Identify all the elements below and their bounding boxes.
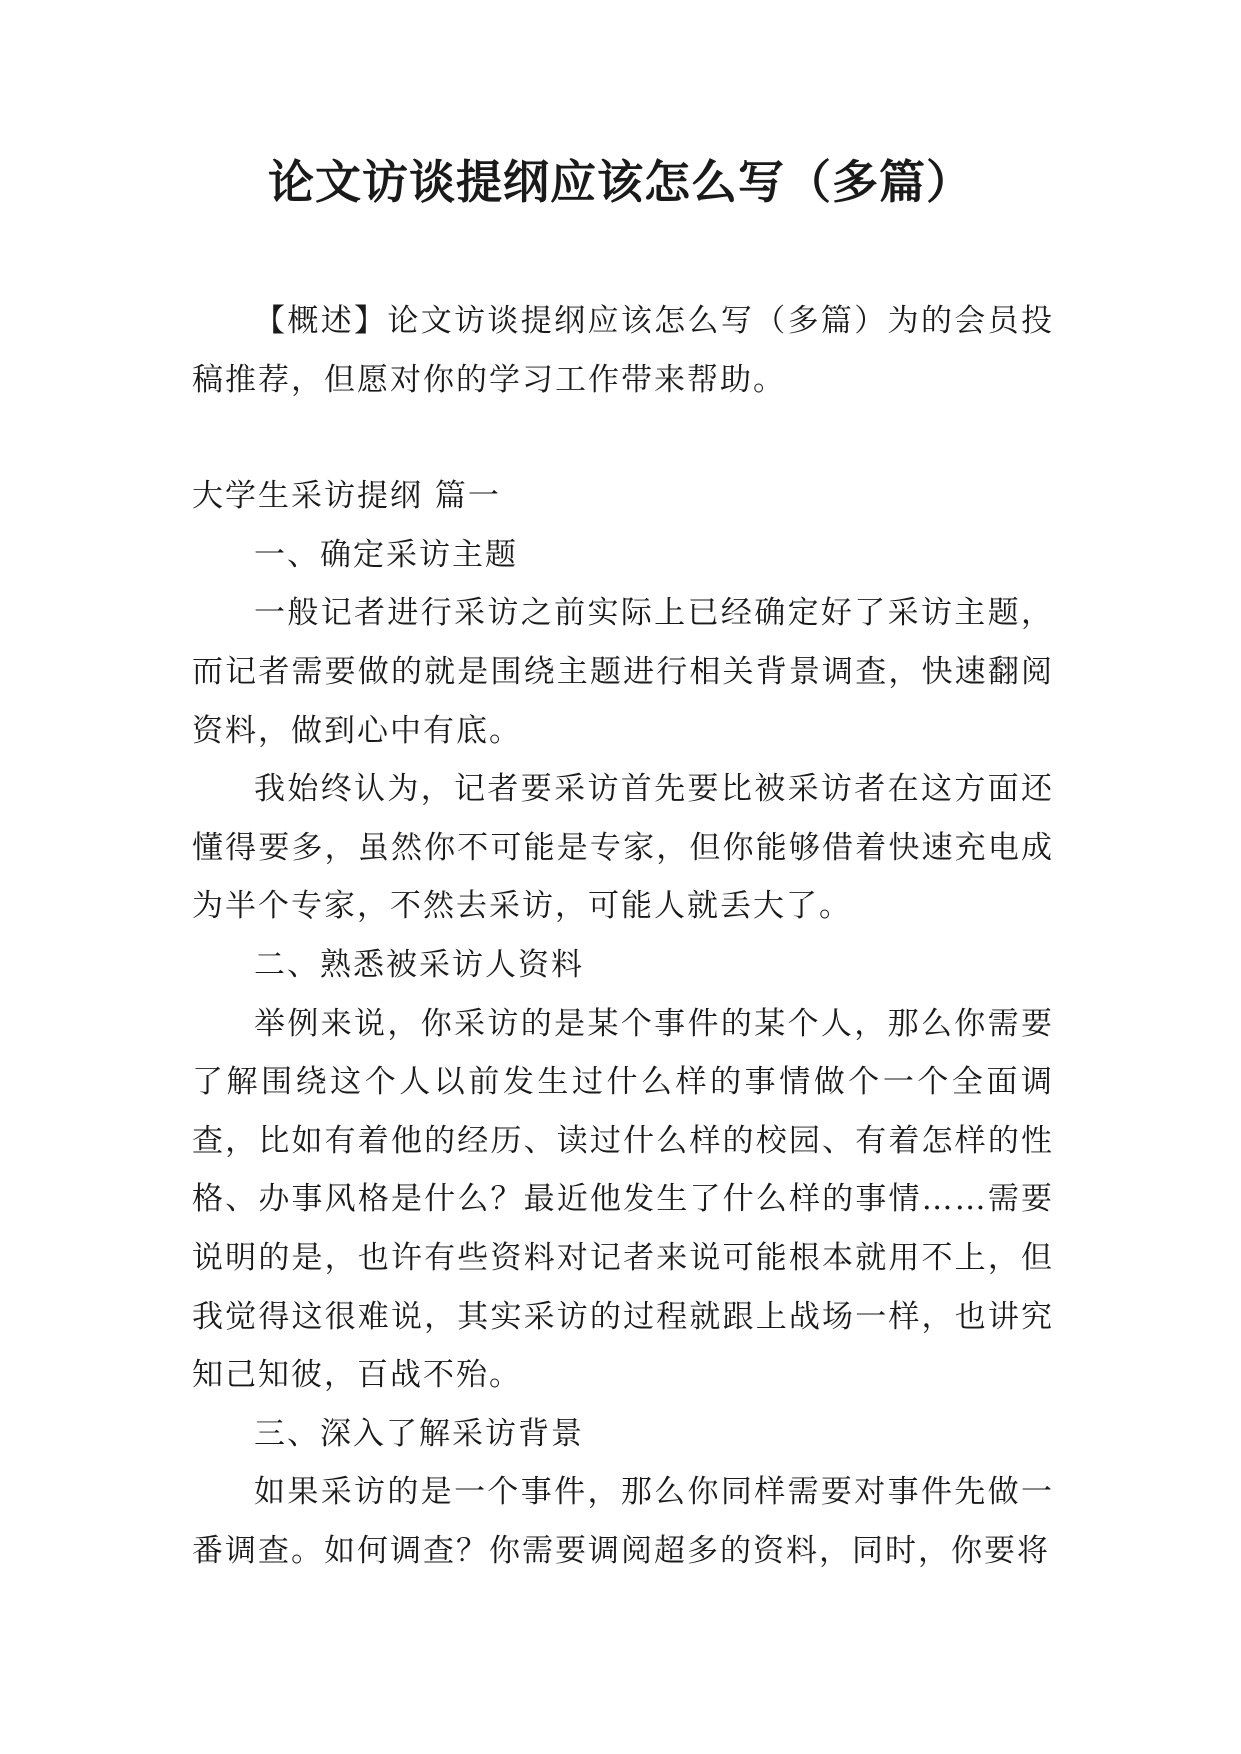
subsection-heading: 二、熟悉被采访人资料 xyxy=(254,946,584,983)
summary-paragraph: 【概述】论文访谈提纲应该怎么写（多篇）为的会员投稿推荐，但愿对你的学习工作带来帮助。 xyxy=(192,303,1054,398)
body-paragraph: 一般记者进行采访之前实际上已经确定好了采访主题，而记者需要做的就是围绕主题进行相关背景调查，快速翻阅资料，做到心中有底。 xyxy=(192,595,1054,749)
body-paragraph: 我始终认为，记者要采访首先要比被采访者在这方面还懂得要多，虽然你不可能是专家，但你能够借着快速充电成为半个专家，不然去采访，可能人就丢大了。 xyxy=(192,771,1054,925)
body-paragraph: 如果采访的是一个事件，那么你同样需要对事件先做一番调查。如何调查？你需要调阅超多的资料，同时，你要将 xyxy=(192,1474,1054,1569)
section-heading: 大学生采访提纲 篇一 xyxy=(192,478,501,515)
subsection-heading: 三、深入了解采访背景 xyxy=(254,1415,584,1452)
subsection-heading: 一、确定采访主题 xyxy=(254,536,518,573)
document-title: 论文访谈提纲应该怎么写（多篇） xyxy=(268,155,973,209)
document-body xyxy=(192,292,1054,1580)
body-paragraph: 举例来说，你采访的是某个事件的某个人，那么你需要了解围绕这个人以前发生过什么样的事情做个一个全面调查，比如有着他的经历、读过什么样的校园、有着怎样的性格、办事风格是什么？最近他发生了什么样的事情……需要说明的是，也许有些资料对记者来说可能根本就用不上，但我觉得这很难说，其实采访的过程就跟上战场一样，也讲究知己知彼，百战不殆。 xyxy=(192,1005,1054,1394)
